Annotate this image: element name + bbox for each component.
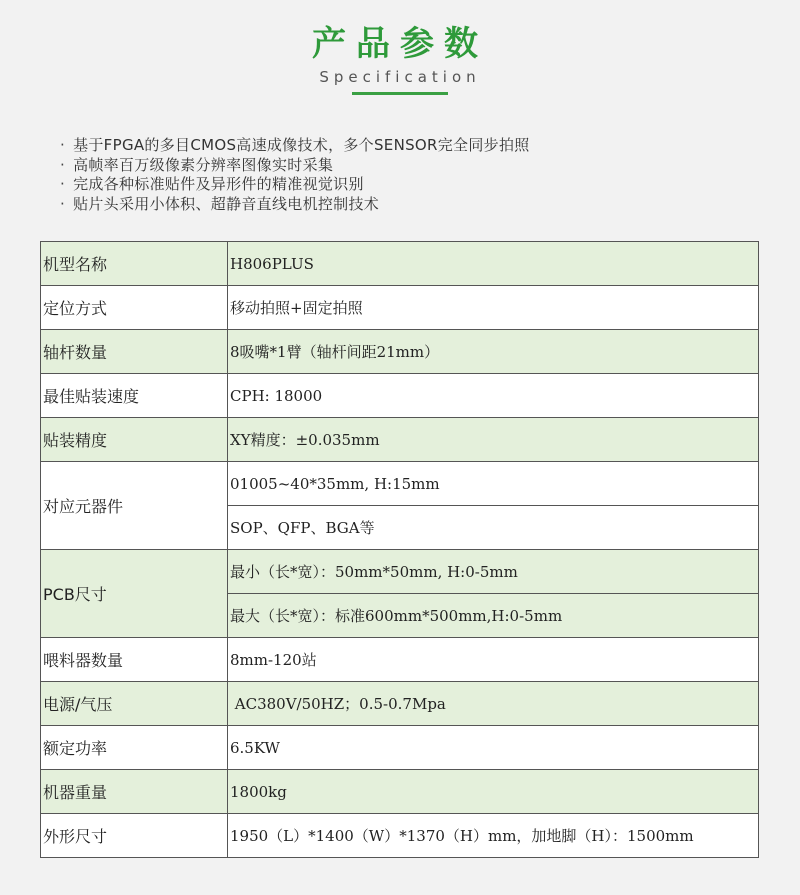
table-row [41,286,759,330]
spec-value: 1950（L）*1400（W）*1370（H）mm，加地脚（H）：1500mm [228,814,759,858]
spec-label: 贴装精度 [41,418,228,462]
table-row [41,242,759,286]
table-row [41,814,759,858]
spec-value: 1800kg [228,770,759,814]
spec-label: 电源/气压 [41,682,228,726]
page-subtitle: Specification [319,68,481,86]
spec-value: 8mm-120站 [228,638,759,682]
spec-value: CPH: 18000 [228,374,759,418]
spec-value: 移动拍照+固定拍照 [228,286,759,330]
table-row [41,638,759,682]
spec-label: 机器重量 [41,770,228,814]
spec-value: 01005~40*35mm, H:15mm [228,462,759,506]
table-row [41,550,759,594]
table-row [41,374,759,418]
feature-item: · 基于FPGA的多目CMOS高速成像技术，多个SENSOR完全同步拍照 [60,136,530,156]
table-row [41,418,759,462]
spec-label: 额定功率 [41,726,228,770]
spec-value: XY精度：±0.035mm [228,418,759,462]
table-row [41,770,759,814]
spec-value: 8吸嘴*1臂（轴杆间距21mm） [228,330,759,374]
spec-value: 最大（长*宽）：标准600mm*500mm,H:0-5mm [228,594,759,638]
spec-label: PCB尺寸 [41,550,228,638]
spec-value: H806PLUS [228,242,759,286]
feature-item: · 高帧率百万级像素分辨率图像实时采集 [60,156,530,176]
spec-label: 轴杆数量 [41,330,228,374]
spec-value: 最小（长*宽）：50mm*50mm, H:0-5mm [228,550,759,594]
page-title: 产品参数 [312,24,488,64]
spec-value: 6.5KW [228,726,759,770]
spec-label: 定位方式 [41,286,228,330]
spec-label: 喂料器数量 [41,638,228,682]
spec-label: 对应元器件 [41,462,228,550]
spec-table [40,241,759,858]
table-row [41,330,759,374]
spec-value: SOP、QFP、BGA等 [228,506,759,550]
spec-label: 最佳贴装速度 [41,374,228,418]
spec-label: 外形尺寸 [41,814,228,858]
table-row [41,682,759,726]
title-underline [352,92,448,95]
section-header [0,22,800,95]
feature-item: · 完成各种标准贴件及异形件的精准视觉识别 [60,175,530,195]
feature-list [60,136,530,214]
table-row [41,726,759,770]
spec-label: 机型名称 [41,242,228,286]
table-row [41,462,759,506]
spec-value: AC380V/50HZ；0.5-0.7Mpa [228,682,759,726]
feature-item: · 贴片头采用小体积、超静音直线电机控制技术 [60,195,530,215]
